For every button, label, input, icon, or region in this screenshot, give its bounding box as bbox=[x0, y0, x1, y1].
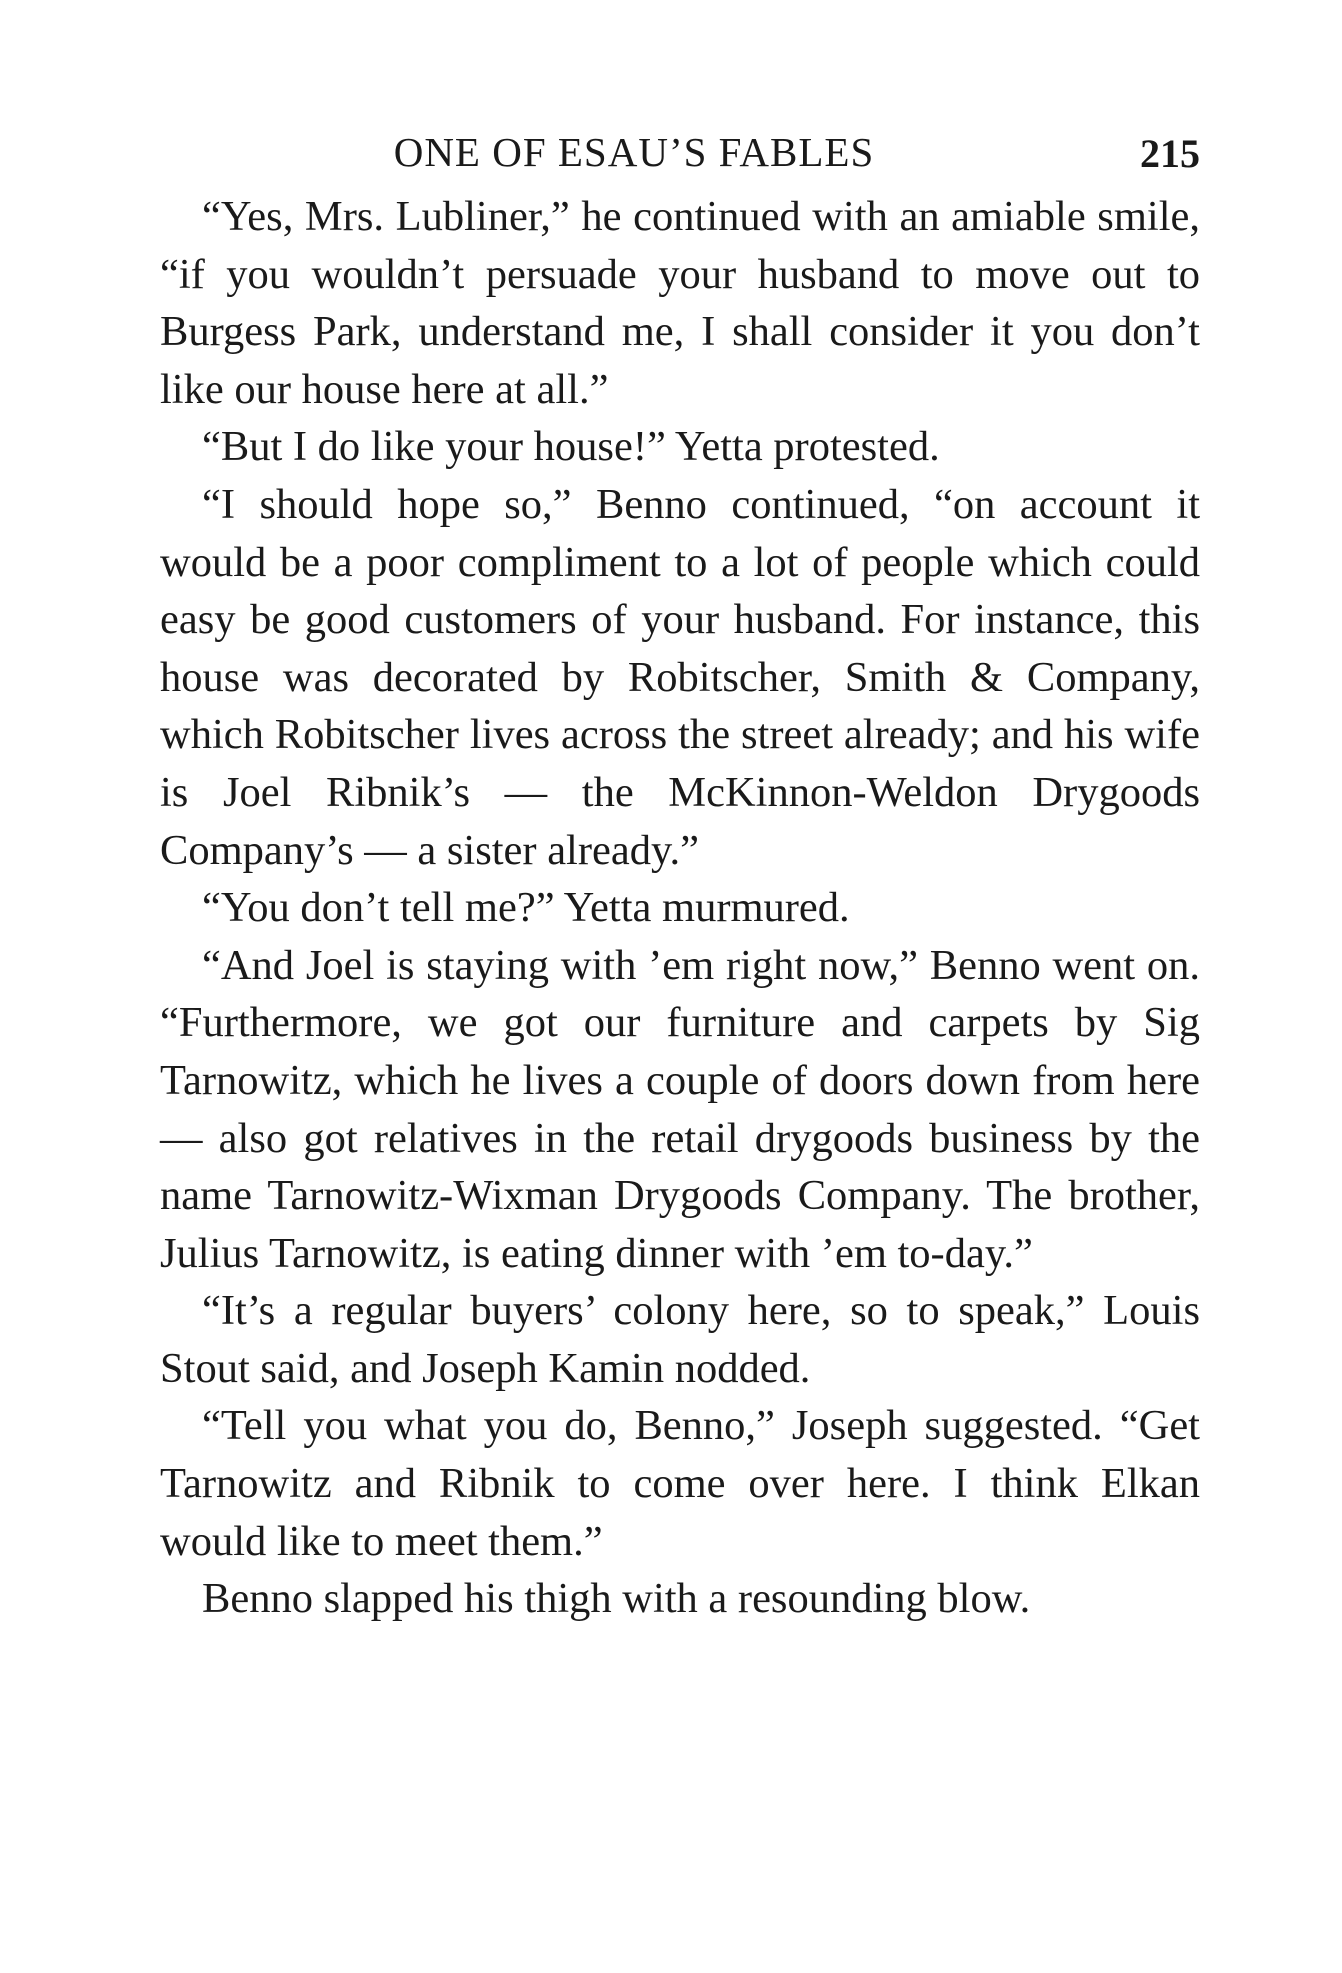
paragraph: “You don’t tell me?” Yetta murmured. bbox=[202, 884, 850, 932]
paragraph: “But I do like your house!” Yetta protested. bbox=[202, 423, 940, 471]
running-head bbox=[160, 128, 1200, 188]
paragraph: “I should hope so,” Benno continued, “on account it would be a poor compliment to a lot of people which could easy be good customers of your husband. For instance, this house was decorated by Robitscher, Smith & Company, which Robitscher lives across the street already; and his wife is Joel Ribnik’s — the McKinnon-Weldon Drygoods Company’s — a sister already.” bbox=[160, 480, 1200, 874]
body-text bbox=[160, 188, 1200, 1628]
paragraph: “It’s a regular buyers’ colony here, so to speak,” Louis Stout said, and Joseph Kamin nodded. bbox=[160, 1287, 1200, 1392]
paragraph: “Yes, Mrs. Lubliner,” he continued with an amiable smile, “if you wouldn’t persuade your husband to move out to Burgess Park, understand me, I shall consider it you don’t like our house here at all.” bbox=[160, 193, 1200, 413]
page-number: 215 bbox=[1140, 131, 1200, 176]
paragraph: “Tell you what you do, Benno,” Joseph suggested. “Get Tarnowitz and Ribnik to come over here. I think Elkan would like to meet them.” bbox=[160, 1402, 1200, 1565]
book-page bbox=[160, 128, 1200, 1628]
paragraph: Benno slapped his thigh with a resounding blow. bbox=[202, 1575, 1031, 1623]
paragraph: “And Joel is staying with ’em right now,” Benno went on. “Furthermore, we got our furniture and carpets by Sig Tarnowitz, which he lives a couple of doors down from here — also got relatives in the retail drygoods business by the name Tarnowitz-Wixman Drygoods Company. The brother, Julius Tarnowitz, is eating dinner with ’em to-day.” bbox=[160, 941, 1200, 1277]
running-title: ONE OF ESAU’S FABLES bbox=[393, 129, 875, 175]
